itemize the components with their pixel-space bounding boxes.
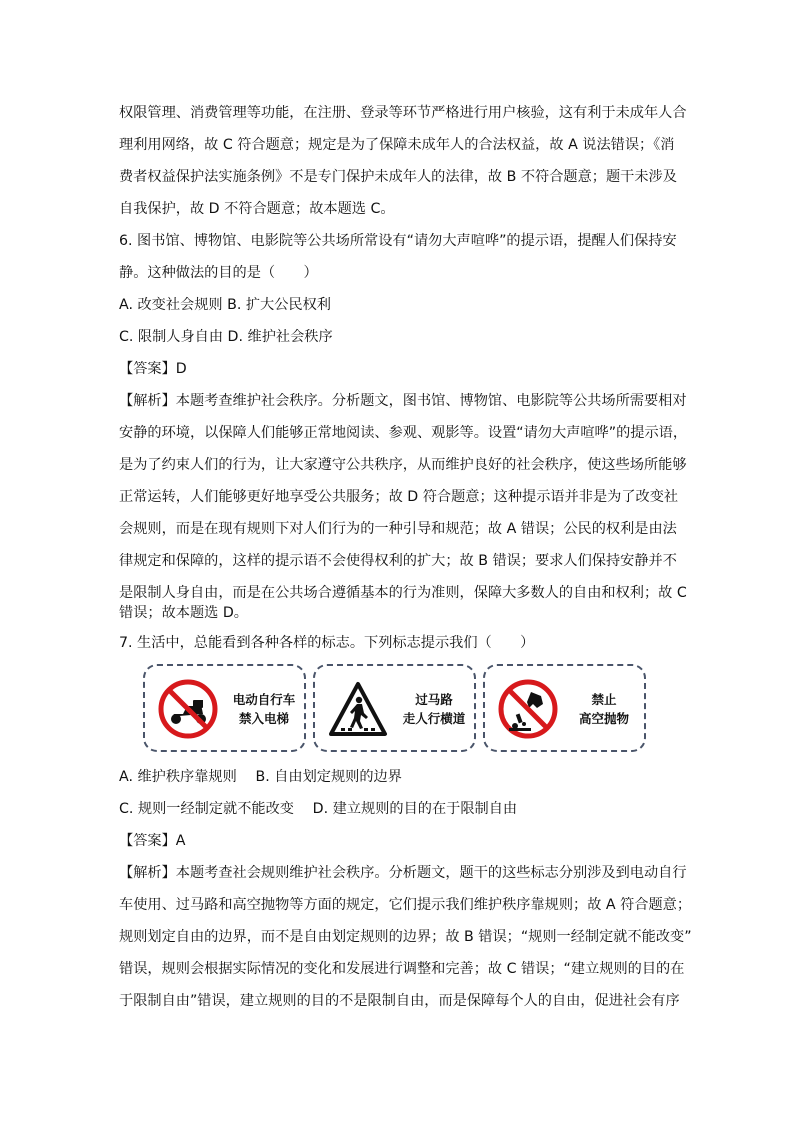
sign-card — [483, 664, 646, 752]
analysis-line: 错误；故本题选 D。 — [119, 605, 248, 621]
text-line: 费者权益保护法实施条例》不是专门保护未成年人的法律，故 B 不符合题意；题干未涉及 — [119, 169, 677, 185]
question-6-stem: 静。这种做法的目的是（ ） — [119, 265, 318, 281]
sign-caption — [225, 690, 303, 728]
question-6-stem: 6. 图书馆、博物馆、电影院等公共场所常设有“请勿大声喧哗”的提示语，提醒人们保持安 — [119, 233, 677, 249]
analysis-line: 是限制人身自由，而是在公共场合遵循基本的行为准则，保障大多数人的自由和权利；故 C — [119, 585, 687, 601]
sign-caption-line: 过马路 — [415, 692, 453, 707]
analysis-line: 安静的环境，以保障人们能够正常地阅读、参观、观影等。设置“请勿大声喧哗”的提示语， — [119, 425, 688, 441]
sign-caption — [395, 690, 473, 728]
analysis-line: 车使用、过马路和高空抛物等方面的规定，它们提示我们维护秩序靠规则；故 A 符合题意； — [119, 897, 692, 913]
analysis-line: 规则划定自由的边界，而不是自由划定规则的边界；故 B 错误；“规则一经制定就不能改变” — [119, 929, 692, 945]
analysis-line: 于限制自由”错误，建立规则的目的不是限制自由，而是保障每个人的自由，促进社会有序 — [119, 993, 680, 1009]
sign-caption-line: 电动自行车 — [232, 692, 296, 707]
no-ebike-in-elevator-icon — [157, 678, 219, 740]
sign-caption — [565, 690, 643, 728]
analysis-line: 律规定和保障的，这样的提示语不会使得权利的扩大；故 B 错误；要求人们保持安静并不 — [119, 553, 677, 569]
sign-card — [143, 664, 306, 752]
question-7-options: C. 规则一经制定就不能改变 D. 建立规则的目的在于限制自由 — [119, 801, 518, 817]
sign-caption-line: 禁入电梯 — [238, 711, 289, 726]
sign-caption-line: 高空抛物 — [578, 711, 629, 726]
analysis-line: 是为了约束人们的行为，让大家遵守公共秩序，从而维护良好的社会秩序，使这些场所能够 — [119, 457, 687, 473]
no-throwing-from-height-icon — [497, 678, 559, 740]
pedestrian-crossing-icon — [327, 678, 389, 740]
question-7-stem: 7. 生活中，总能看到各种各样的标志。下列标志提示我们（ ） — [119, 635, 535, 651]
question-7-options: A. 维护秩序靠规则 B. 自由划定规则的边界 — [119, 769, 402, 785]
answer-label: 【答案】D — [119, 361, 187, 377]
question-6-options: A. 改变社会规则 B. 扩大公民权利 — [119, 297, 331, 313]
sign-caption-line: 走人行横道 — [402, 711, 466, 726]
text-line: 权限管理、消费管理等功能，在注册、登录等环节严格进行用户核验，这有利于未成年人合 — [119, 105, 687, 121]
text-line: 自我保护，故 D 不符合题意；故本题选 C。 — [119, 201, 395, 217]
analysis-line: 会规则，而是在现有规则下对人们行为的一种引导和规范；故 A 错误；公民的权利是由法 — [119, 521, 677, 537]
analysis-line: 【解析】本题考查社会规则维护社会秩序。分析题文，题干的这些标志分别涉及到电动自行 — [119, 865, 687, 881]
answer-label: 【答案】A — [119, 833, 186, 849]
analysis-line: 正常运转，人们能够更好地享受公共服务；故 D 符合题意；这种提示语并非是为了改变社 — [119, 489, 679, 505]
analysis-line: 错误，规则会根据实际情况的变化和发展进行调整和完善；故 C 错误；“建立规则的目的在 — [119, 961, 685, 977]
sign-card — [313, 664, 476, 752]
sign-caption-line: 禁止 — [591, 692, 617, 707]
text-line: 理利用网络，故 C 符合题意；规定是为了保障未成年人的合法权益，故 A 说法错误；《消 — [119, 137, 675, 153]
sign-figure — [143, 664, 647, 754]
analysis-line: 【解析】本题考查维护社会秩序。分析题文，图书馆、博物馆、电影院等公共场所需要相对 — [119, 393, 687, 409]
question-6-options: C. 限制人身自由 D. 维护社会秩序 — [119, 329, 333, 345]
